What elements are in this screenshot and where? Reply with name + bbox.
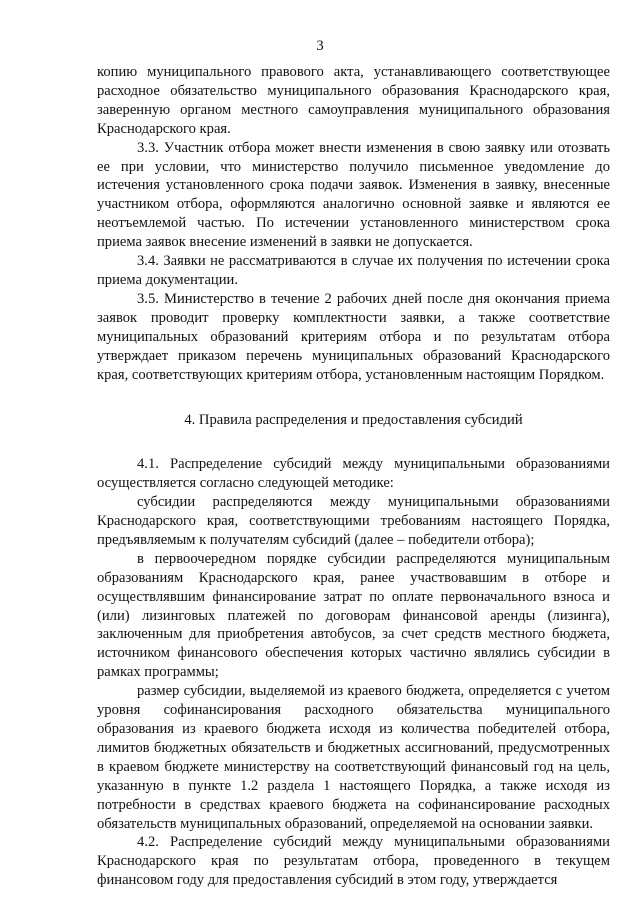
- paragraph-4-1-item-3: размер субсидии, выделяемой из краевого бюджета, определяется с учетом уровня софинансирования расходного обязательства муниципального образования из краевого бюджета исходя из количества победителей отбора, лимитов бюджетных обязательств и бюджетных ассигнований, предусмотренных в краевом бюджете министерству на соответствующий финансовый год на цель, указанную в пункте 1.2 раздела 1 настоящего Порядка, а также исходя из потребности в средствах краевого бюджета на софинансирование расходных обязательств муниципальных образований, определяемой на основании заявки.: [97, 683, 610, 832]
- paragraph-continuation: копию муниципального правового акта, устанавливающего соответствующее расходное обязательство муниципального образования Краснодарского края, заверенную органом местного самоуправления муниципального образования Краснодарского края.: [97, 64, 610, 137]
- paragraph-4-2: 4.2. Распределение субсидий между муниципальными образованиями Краснодарского края по результатам отбора, проведенного в текущем финансовом году для предоставления субсидий в этом году, утверждается: [97, 834, 610, 889]
- paragraph-4-1: 4.1. Распределение субсидий между муниципальными образованиями осуществляется согласно следующей методике:: [97, 456, 610, 492]
- paragraph-3-4: 3.4. Заявки не рассматриваются в случае их получения по истечении срока приема документации.: [97, 253, 610, 288]
- document-body: [97, 63, 610, 890]
- paragraph-4-1-item-1: субсидии распределяются между муниципальными образованиями Краснодарского края, соответствующими требованиям настоящего Порядка, предъявляемым к получателям субсидий (далее – победители отбора);: [97, 494, 610, 548]
- section-heading: 4. Правила распределения и предоставления субсидий: [184, 412, 523, 429]
- paragraph-4-1-item-2: в первоочередном порядке субсидии распределяются муниципальным образованиям Краснодарского края, ранее участвовавшим в отборе и осуществлявшим финансирование затрат по оплате первоначального взноса и (или) лизинговых платежей по договорам финансовой аренды (лизинга), заключенным для приобретения автобусов, за счет средств местного бюджета, источником финансового обеспечения которых частично являлись субсидии в рамках программы;: [97, 550, 610, 681]
- paragraph-3-3: 3.3. Участник отбора может внести изменения в свою заявку или отозвать ее при условии, что министерство получило письменное уведомление до истечения установленного срока подачи заявок. Изменения в заявку, внесенные участником отбора, оформляются аналогично основной заявке и являются ее неотъемлемой частью. По истечении установленного министерством срока приема заявок внесение изменений в заявки не допускается.: [97, 139, 610, 251]
- page-number: 3: [316, 38, 324, 54]
- paragraph-3-5: 3.5. Министерство в течение 2 рабочих дней после дня окончания приема заявок проводит проверку комплектности заявки, а также соответствие муниципальных образований критериям отбора и по результатам отбора утверждает приказом перечень муниципальных образований Краснодарского края, соответствующих критериям отбора, установленным настоящим Порядком.: [97, 290, 610, 383]
